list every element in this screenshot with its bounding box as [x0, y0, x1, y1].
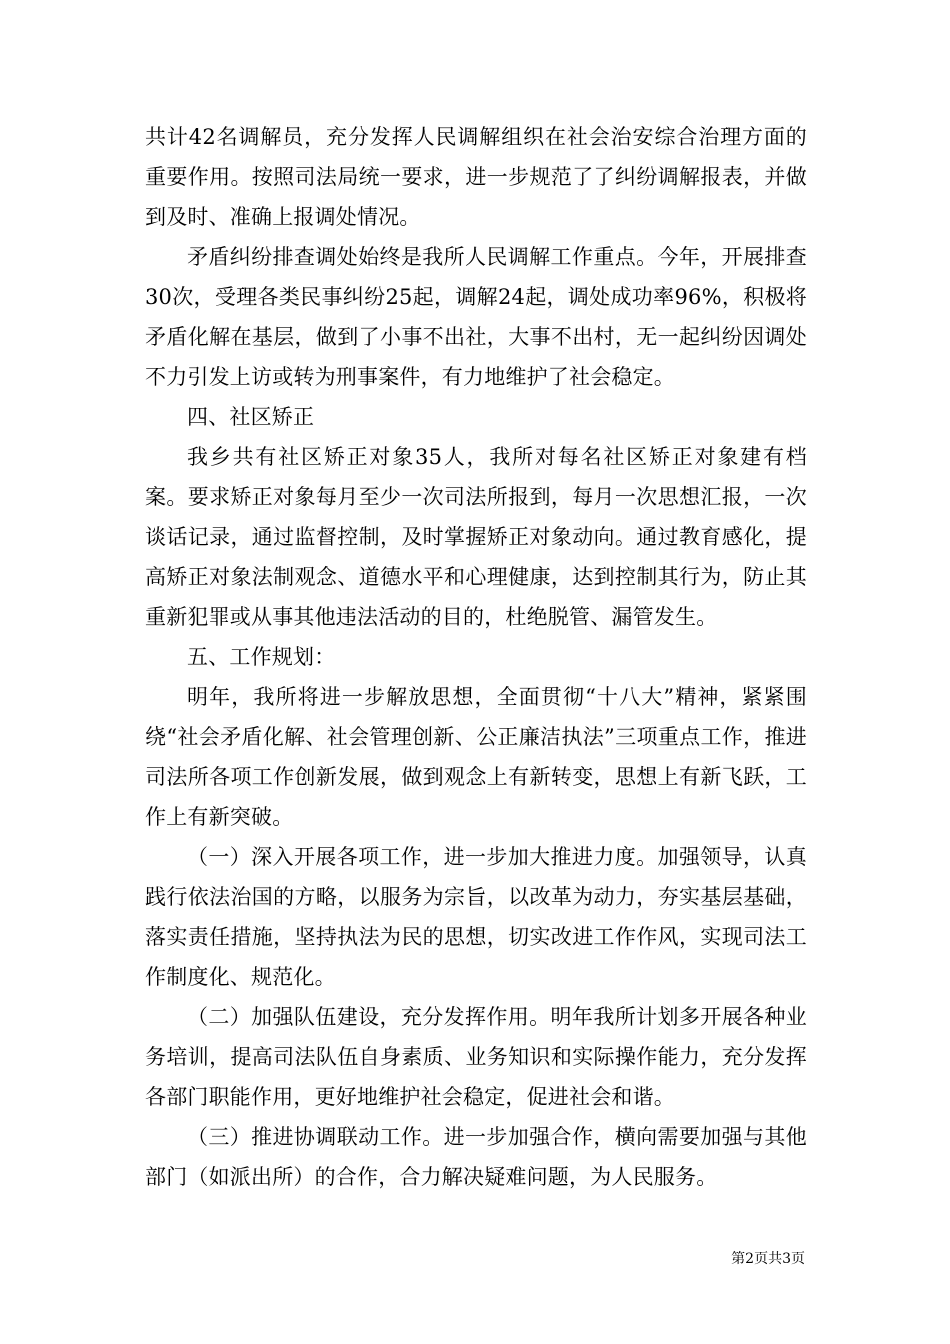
paragraph-work-plan: 明年，我所将进一步解放思想，全面贯彻“十八大”精神，紧紧围绕“社会矛盾化解、社会管理创新、公正廉洁执法”三项重点工作，推进司法所各项工作创新发展，做到观念上有新转变，思想上有新飞跃，工作上有新突破。	[145, 685, 807, 829]
paragraph-plan-item-3: （三）推进协调联动工作。进一步加强合作，横向需要加强与其他部门（如派出所）的合作，合力解决疑难问题，为人民服务。	[145, 1125, 807, 1189]
paragraph-plan-item-1: （一）深入开展各项工作，进一步加大推进力度。加强领导，认真践行依法治国的方略，以服务为宗旨，以改革为动力，夯实基层基础，落实责任措施，坚持执法为民的思想，切实改进工作作风，实现司法工作制度化、规范化。	[145, 845, 807, 989]
page-number: 第2页共3页	[731, 1251, 805, 1267]
paragraph-community-correction: 我乡共有社区矫正对象35人，我所对每名社区矫正对象建有档案。要求矫正对象每月至少一次司法所报到，每月一次思想汇报，一次谈话记录，通过监督控制，及时掌握矫正对象动向。通过教育感化，提高矫正对象法制观念、道德水平和心理健康，达到控制其行为，防止其重新犯罪或从事其他违法活动的目的，杜绝脱管、漏管发生。	[145, 445, 807, 629]
heading-community-correction: 四、社区矫正	[187, 405, 315, 429]
paragraph-mediators: 共计42名调解员，充分发挥人民调解组织在社会治安综合治理方面的重要作用。按照司法局统一要求，进一步规范了了纠纷调解报表，并做到及时、准确上报调处情况。	[145, 125, 807, 229]
heading-work-plan: 五、工作规划：	[187, 645, 336, 669]
paragraph-dispute-resolution: 矛盾纠纷排查调处始终是我所人民调解工作重点。今年，开展排查30次，受理各类民事纠纷25起，调解24起，调处成功率96%，积极将矛盾化解在基层，做到了小事不出社，大事不出村，无一起纠纷因调处不力引发上访或转为刑事案件，有力地维护了社会稳定。	[145, 245, 807, 389]
paragraph-plan-item-2: （二）加强队伍建设，充分发挥作用。明年我所计划多开展各种业务培训，提高司法队伍自身素质、业务知识和实际操作能力，充分发挥各部门职能作用，更好地维护社会稳定，促进社会和谐。	[145, 1005, 807, 1109]
document-body	[145, 117, 807, 1197]
